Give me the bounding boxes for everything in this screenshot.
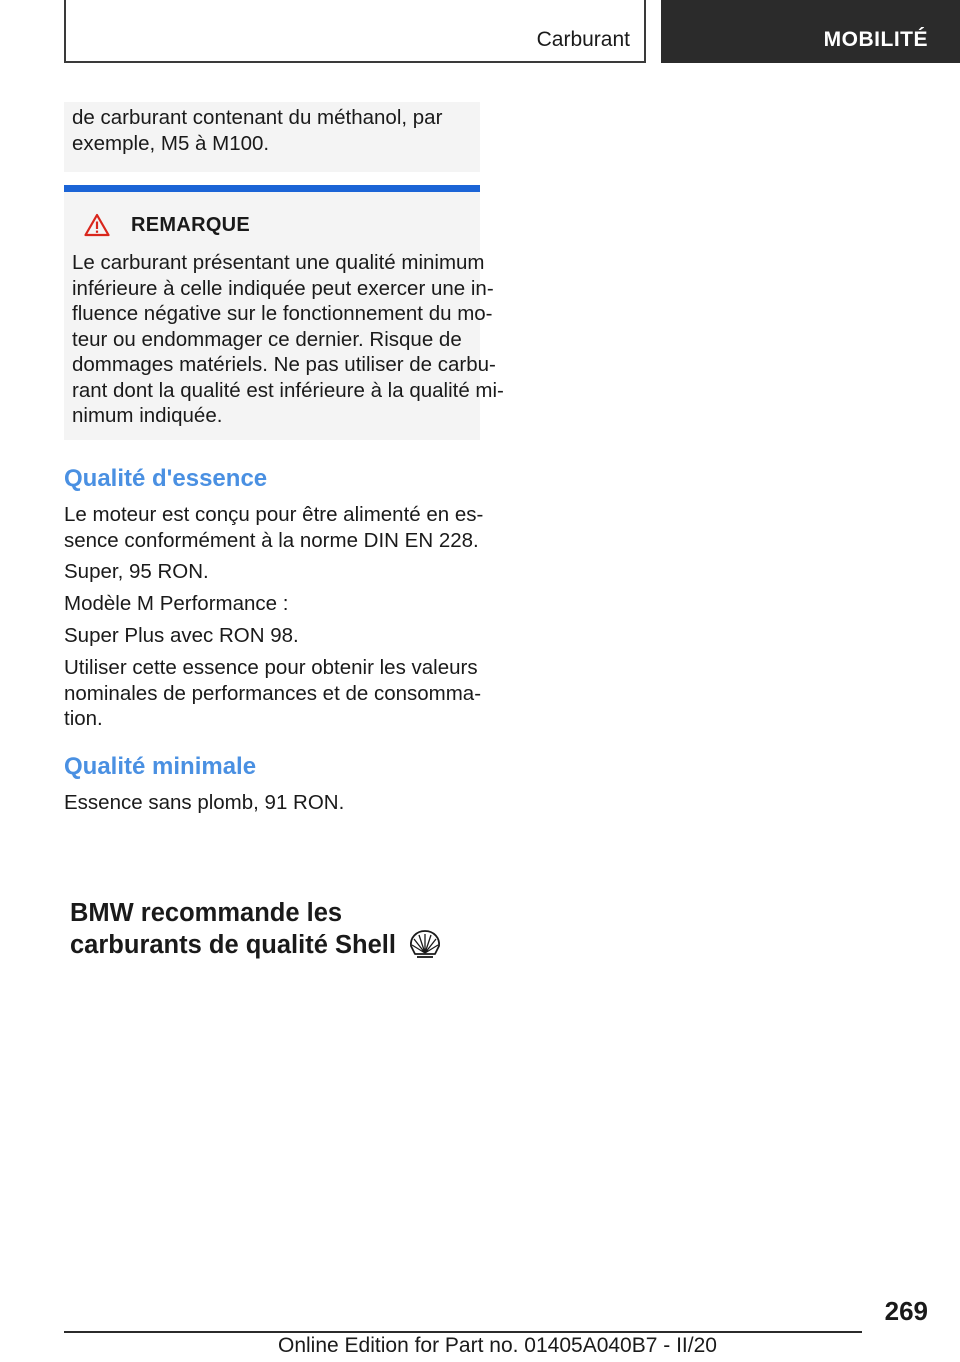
section-essence-para-4 xyxy=(64,623,484,649)
note-line: dommages matériels. Ne pas utiliser de carbu- xyxy=(72,353,496,376)
shell-logo-icon xyxy=(408,929,442,959)
note-line: rant dont la qualité est inférieure à la qualité mi- xyxy=(72,378,504,402)
body-line: tion. xyxy=(64,707,103,730)
continued-line: de carburant contenant du méthanol, par xyxy=(72,106,443,129)
note-line: nimum indiquée. xyxy=(72,404,223,427)
section-minimale-para-1 xyxy=(64,790,484,816)
note-line: Le carburant présentant une qualité minimum xyxy=(72,251,485,274)
note-title: REMARQUE xyxy=(131,213,251,236)
note-line: teur ou endommager ce dernier. Risque de xyxy=(72,327,462,351)
body-line: nominales de performances et de consomma- xyxy=(64,681,482,705)
note-header xyxy=(84,212,250,238)
note-line: fluence négative sur le fonctionnement du mo- xyxy=(72,302,493,325)
section-heading: Qualité minimale xyxy=(64,753,257,780)
promo-line: carburants de qualité Shell xyxy=(70,931,396,959)
body-line: Modèle M Performance : xyxy=(64,592,289,615)
footer-edition: Online Edition for Part no. 01405A040B7 - II/20 xyxy=(278,1334,717,1357)
section-essence-para-5 xyxy=(64,655,484,732)
continued-line: exemple, M5 à M100. xyxy=(72,131,270,155)
body-line: Super, 95 RON. xyxy=(64,560,209,583)
section-minimale-heading-wrap xyxy=(64,753,484,781)
remarque-note-box xyxy=(64,185,504,440)
continued-note-box xyxy=(64,102,480,172)
section-essence-heading-wrap xyxy=(64,465,484,493)
body-line: Essence sans plomb, 91 RON. xyxy=(64,791,345,814)
body-line: Super Plus avec RON 98. xyxy=(64,624,299,647)
section-essence-para-1 xyxy=(64,502,484,553)
note-line: inférieure à celle indiquée peut exercer une in- xyxy=(72,276,494,300)
page-number: 269 xyxy=(884,1296,928,1326)
shell-promo xyxy=(70,898,442,961)
body-line: Le moteur est conçu pour être alimenté en es- xyxy=(64,503,484,526)
warning-triangle-icon xyxy=(84,213,110,237)
section-heading: Qualité d'essence xyxy=(64,465,268,492)
note-body xyxy=(72,250,504,429)
body-line: sence conformément à la norme DIN EN 228. xyxy=(64,528,479,552)
header-chapter-title: MOBILITÉ xyxy=(823,28,928,51)
section-essence-para-3 xyxy=(64,591,484,617)
header-section-title: Carburant xyxy=(536,28,630,51)
header-chapter-tab xyxy=(661,0,960,63)
footer-divider xyxy=(64,1331,862,1333)
promo-line-wrap xyxy=(70,929,442,961)
section-essence-para-2 xyxy=(64,559,484,585)
header-section-box xyxy=(64,0,646,63)
promo-line: BMW recommande les xyxy=(70,899,343,927)
body-line: Utiliser cette essence pour obtenir les valeurs xyxy=(64,656,478,679)
